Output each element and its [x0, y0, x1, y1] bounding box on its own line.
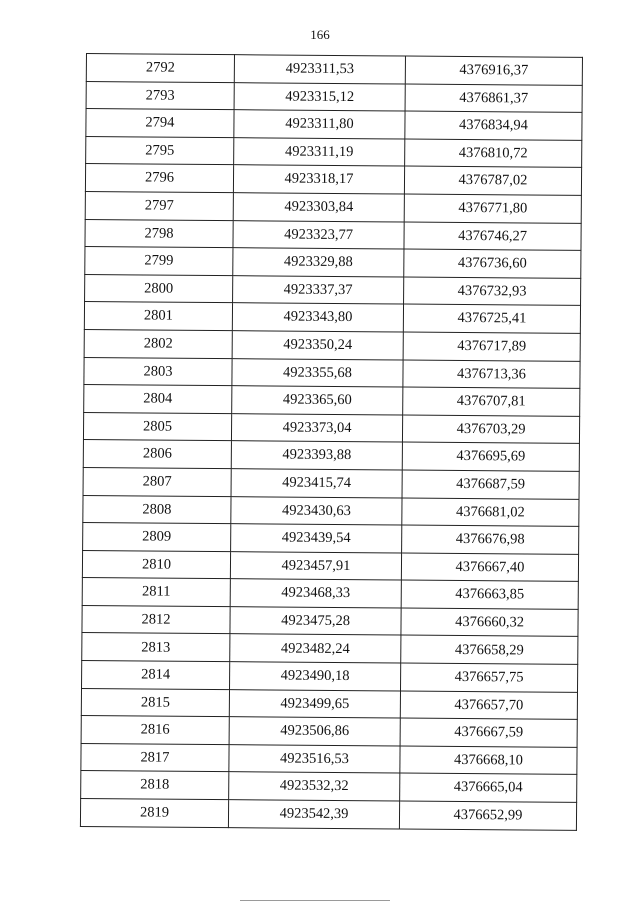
y-coordinate-cell: 4376916,37	[405, 56, 582, 85]
point-number-cell: 2810	[82, 550, 230, 579]
table-row	[85, 247, 581, 278]
point-number-cell: 2814	[82, 661, 230, 690]
page-edge-mark	[240, 900, 390, 901]
point-number-cell: 2794	[86, 109, 234, 138]
point-number-cell: 2795	[86, 136, 234, 165]
y-coordinate-cell: 4376660,32	[401, 608, 578, 637]
point-number-cell: 2805	[83, 412, 231, 441]
y-coordinate-cell: 4376834,94	[405, 111, 582, 140]
table-row	[85, 274, 581, 305]
point-number-cell: 2797	[85, 191, 233, 220]
point-number-cell: 2806	[83, 440, 231, 469]
y-coordinate-cell: 4376665,04	[400, 773, 577, 802]
table-row	[83, 523, 579, 554]
table-row	[81, 716, 577, 747]
table-row	[81, 743, 577, 774]
point-number-cell: 2799	[85, 247, 233, 276]
x-coordinate-cell: 4923482,24	[230, 634, 401, 663]
point-number-cell: 2800	[85, 274, 233, 303]
y-coordinate-cell: 4376746,27	[404, 222, 581, 251]
x-coordinate-cell: 4923468,33	[230, 579, 401, 608]
table-row	[80, 799, 576, 830]
y-coordinate-cell: 4376707,81	[403, 387, 580, 416]
point-number-cell: 2809	[83, 523, 231, 552]
y-coordinate-cell: 4376810,72	[405, 139, 582, 168]
point-number-cell: 2793	[86, 81, 234, 110]
x-coordinate-cell: 4923439,54	[231, 524, 402, 553]
x-coordinate-cell: 4923373,04	[231, 413, 402, 442]
x-coordinate-cell: 4923490,18	[230, 662, 401, 691]
y-coordinate-cell: 4376657,70	[400, 691, 577, 720]
point-number-cell: 2819	[80, 799, 228, 828]
point-number-cell: 2807	[83, 467, 231, 496]
x-coordinate-cell: 4923532,32	[229, 772, 400, 801]
page-number: 166	[310, 27, 330, 42]
x-coordinate-cell: 4923303,84	[233, 193, 404, 222]
x-coordinate-cell: 4923337,37	[233, 275, 404, 304]
point-number-cell: 2792	[86, 54, 234, 83]
table-row	[85, 191, 581, 222]
point-number-cell: 2812	[82, 605, 230, 634]
y-coordinate-cell: 4376667,59	[400, 718, 577, 747]
y-coordinate-cell: 4376681,02	[402, 497, 579, 526]
y-coordinate-cell: 4376657,75	[401, 663, 578, 692]
y-coordinate-cell: 4376676,98	[402, 525, 579, 554]
table-row	[85, 219, 581, 250]
table-row	[86, 81, 582, 112]
table-row	[82, 578, 578, 609]
point-number-cell: 2816	[81, 716, 229, 745]
x-coordinate-cell: 4923365,60	[232, 386, 403, 415]
table-row	[82, 661, 578, 692]
y-coordinate-cell: 4376663,85	[401, 580, 578, 609]
table-row	[83, 495, 579, 526]
point-number-cell: 2803	[84, 357, 232, 386]
x-coordinate-cell: 4923457,91	[230, 551, 401, 580]
coordinates-table-body	[80, 54, 582, 830]
x-coordinate-cell: 4923499,65	[229, 689, 400, 718]
point-number-cell: 2802	[84, 329, 232, 358]
table-row	[86, 54, 582, 85]
table-row	[86, 136, 582, 167]
table-row	[86, 109, 582, 140]
table-row	[83, 412, 579, 443]
table-row	[82, 605, 578, 636]
x-coordinate-cell: 4923516,53	[229, 744, 400, 773]
table-row	[83, 440, 579, 471]
point-number-cell: 2808	[83, 495, 231, 524]
y-coordinate-cell: 4376736,60	[404, 249, 581, 278]
point-number-cell: 2815	[81, 688, 229, 717]
table-row	[82, 550, 578, 581]
x-coordinate-cell: 4923415,74	[231, 469, 402, 498]
y-coordinate-cell: 4376667,40	[401, 553, 578, 582]
table-row	[83, 467, 579, 498]
table-row	[84, 302, 580, 333]
x-coordinate-cell: 4923323,77	[233, 220, 404, 249]
x-coordinate-cell: 4923343,80	[232, 303, 403, 332]
y-coordinate-cell: 4376861,37	[405, 84, 582, 113]
point-number-cell: 2817	[81, 743, 229, 772]
y-coordinate-cell: 4376687,59	[402, 470, 579, 499]
table-row	[81, 771, 577, 802]
x-coordinate-cell: 4923542,39	[228, 800, 399, 829]
table-row	[84, 329, 580, 360]
x-coordinate-cell: 4923393,88	[231, 441, 402, 470]
x-coordinate-cell: 4923318,17	[233, 165, 404, 194]
x-coordinate-cell: 4923475,28	[230, 607, 401, 636]
table-row	[84, 385, 580, 416]
point-number-cell: 2796	[85, 164, 233, 193]
x-coordinate-cell: 4923355,68	[232, 358, 403, 387]
table-row	[81, 688, 577, 719]
x-coordinate-cell: 4923311,19	[234, 137, 405, 166]
table-row	[85, 164, 581, 195]
y-coordinate-cell: 4376695,69	[402, 442, 579, 471]
x-coordinate-cell: 4923311,80	[234, 110, 405, 139]
point-number-cell: 2811	[82, 578, 230, 607]
y-coordinate-cell: 4376652,99	[399, 801, 576, 830]
y-coordinate-cell: 4376713,36	[403, 360, 580, 389]
y-coordinate-cell: 4376717,89	[403, 332, 580, 361]
x-coordinate-cell: 4923430,63	[231, 496, 402, 525]
table-row	[84, 357, 580, 388]
y-coordinate-cell: 4376658,29	[401, 635, 578, 664]
point-number-cell: 2818	[81, 771, 229, 800]
y-coordinate-cell: 4376771,80	[404, 194, 581, 223]
y-coordinate-cell: 4376732,93	[404, 277, 581, 306]
x-coordinate-cell: 4923311,53	[234, 55, 405, 84]
point-number-cell: 2801	[84, 302, 232, 331]
point-number-cell: 2813	[82, 633, 230, 662]
point-number-cell: 2804	[84, 385, 232, 414]
y-coordinate-cell: 4376787,02	[404, 166, 581, 195]
y-coordinate-cell: 4376668,10	[400, 746, 577, 775]
coordinates-table	[80, 53, 583, 831]
x-coordinate-cell: 4923315,12	[234, 82, 405, 111]
y-coordinate-cell: 4376703,29	[402, 415, 579, 444]
table-row	[82, 633, 578, 664]
x-coordinate-cell: 4923350,24	[232, 331, 403, 360]
point-number-cell: 2798	[85, 219, 233, 248]
x-coordinate-cell: 4923329,88	[233, 248, 404, 277]
x-coordinate-cell: 4923506,86	[229, 717, 400, 746]
y-coordinate-cell: 4376725,41	[403, 304, 580, 333]
